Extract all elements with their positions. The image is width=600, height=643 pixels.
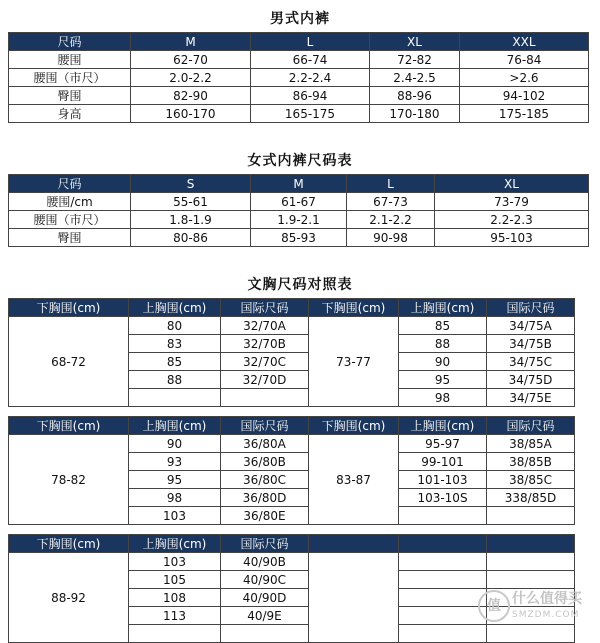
intl-size-value: 38/85A [487,435,575,453]
bra-size-block [8,416,575,525]
intl-size-value: 40/90B [221,553,309,571]
empty-cell [221,389,309,407]
column-header: 上胸围(cm) [129,299,221,317]
over-bust-value: 93 [129,453,221,471]
table-cell: 86-94 [251,87,370,105]
column-header-empty [399,535,487,553]
table-cell: 85-93 [251,229,347,247]
table-cell: >2.6 [460,69,589,87]
header-row [9,417,575,435]
table-row [9,229,589,247]
row-label: 腰围（市尺） [9,211,131,229]
under-bust-range: 73-77 [309,317,399,407]
column-header: M [251,175,347,193]
column-header: 上胸围(cm) [399,299,487,317]
table-cell: 2.2-2.4 [251,69,370,87]
column-header: 国际尺码 [221,535,309,553]
column-header: 下胸围(cm) [9,299,129,317]
intl-size-value: 36/80E [221,507,309,525]
under-bust-range: 78-82 [9,435,129,525]
empty-cell [399,625,487,643]
table-cell: 61-67 [251,193,347,211]
men-size-table [8,32,589,123]
column-header: 下胸围(cm) [9,535,129,553]
empty-cell [221,625,309,643]
over-bust-value: 83 [129,335,221,353]
over-bust-value: 101-103 [399,471,487,489]
table-row [9,87,589,105]
intl-size-value: 36/80A [221,435,309,453]
column-header: 国际尺码 [221,417,309,435]
empty-cell [487,625,575,643]
column-header: S [131,175,251,193]
table-cell: 2.0-2.2 [131,69,251,87]
row-label: 身高 [9,105,131,123]
column-header: 下胸围(cm) [309,299,399,317]
empty-cell [129,389,221,407]
watermark-text: 什么值得买 [512,591,582,607]
table-cell: 76-84 [460,51,589,69]
table-row [9,69,589,87]
women-size-table [8,174,589,247]
over-bust-value: 99-101 [399,453,487,471]
table-cell: 160-170 [131,105,251,123]
column-header: 国际尺码 [221,299,309,317]
table-cell: 72-82 [370,51,460,69]
over-bust-value: 95 [129,471,221,489]
women-table-title: 女式内裤尺码表 [247,153,353,169]
header-row [9,33,589,51]
column-header: XL [370,33,460,51]
column-header: XXL [460,33,589,51]
intl-size-value: 36/80B [221,453,309,471]
table-row [9,211,589,229]
column-header: XL [435,175,589,193]
table-cell: 88-96 [370,87,460,105]
over-bust-value: 85 [399,317,487,335]
table-cell: 73-79 [435,193,589,211]
header-row [9,535,575,553]
intl-size-value: 40/90D [221,589,309,607]
empty-cell [487,507,575,525]
over-bust-value: 98 [129,489,221,507]
intl-size-value: 38/85B [487,453,575,471]
intl-size-value: 32/70C [221,353,309,371]
empty-cell [399,507,487,525]
row-label: 臀围 [9,87,131,105]
over-bust-value: 103-10S [399,489,487,507]
over-bust-value: 103 [129,507,221,525]
empty-cell [399,571,487,589]
over-bust-value: 90 [129,435,221,453]
column-header: 上胸围(cm) [129,417,221,435]
smzdm-watermark [478,586,596,626]
column-header: 国际尺码 [487,299,575,317]
empty-cell [129,625,221,643]
under-bust-range: 68-72 [9,317,129,407]
column-header: 尺码 [9,175,131,193]
empty-cell [399,607,487,625]
column-header: L [251,33,370,51]
table-row [9,193,589,211]
intl-size-value: 34/75D [487,371,575,389]
intl-size-value: 40/9E [221,607,309,625]
intl-size-value: 34/75E [487,389,575,407]
table-cell: 95-103 [435,229,589,247]
table-cell: 1.8-1.9 [131,211,251,229]
column-header-empty [309,535,399,553]
row-label: 臀围 [9,229,131,247]
table-cell: 66-74 [251,51,370,69]
table-row [9,51,589,69]
empty-cell [399,589,487,607]
empty-cell [309,553,399,643]
column-header: 国际尺码 [487,417,575,435]
table-cell: 82-90 [131,87,251,105]
intl-size-value: 32/70A [221,317,309,335]
over-bust-value: 80 [129,317,221,335]
row-label: 腰围（市尺） [9,69,131,87]
empty-cell [399,553,487,571]
table-cell: 94-102 [460,87,589,105]
intl-size-value: 32/70D [221,371,309,389]
column-header: 尺码 [9,33,131,51]
table-cell: 67-73 [347,193,435,211]
table-cell: 1.9-2.1 [251,211,347,229]
table-row [9,553,575,571]
table-row [9,435,575,453]
intl-size-value: 34/75B [487,335,575,353]
table-row [9,105,589,123]
table-cell: 62-70 [131,51,251,69]
table-cell: 55-61 [131,193,251,211]
men-table-title: 男式内裤 [270,11,330,27]
under-bust-range: 83-87 [309,435,399,525]
table-cell: 2.1-2.2 [347,211,435,229]
column-header-empty [487,535,575,553]
watermark-logo-icon: 值 [478,590,510,622]
row-label: 腰围 [9,51,131,69]
table-cell: 90-98 [347,229,435,247]
header-row [9,299,575,317]
watermark-domain: SMZDM.COM [512,610,580,620]
bra-table-title: 文胸尺码对照表 [247,277,353,293]
over-bust-value: 108 [129,589,221,607]
over-bust-value: 98 [399,389,487,407]
table-row [9,317,575,335]
intl-size-value: 338/85D [487,489,575,507]
over-bust-value: 95-97 [399,435,487,453]
intl-size-value: 36/80D [221,489,309,507]
table-cell: 165-175 [251,105,370,123]
column-header: 下胸围(cm) [9,417,129,435]
over-bust-value: 90 [399,353,487,371]
header-row [9,175,589,193]
column-header: 上胸围(cm) [129,535,221,553]
column-header: 上胸围(cm) [399,417,487,435]
over-bust-value: 88 [129,371,221,389]
column-header: M [131,33,251,51]
column-header: 下胸围(cm) [309,417,399,435]
intl-size-value: 38/85C [487,471,575,489]
intl-size-value: 40/90C [221,571,309,589]
column-header: L [347,175,435,193]
over-bust-value: 85 [129,353,221,371]
table-cell: 175-185 [460,105,589,123]
over-bust-value: 88 [399,335,487,353]
under-bust-range: 88-92 [9,553,129,643]
table-cell: 80-86 [131,229,251,247]
empty-cell [487,553,575,571]
table-cell: 170-180 [370,105,460,123]
row-label: 腰围/cm [9,193,131,211]
over-bust-value: 113 [129,607,221,625]
intl-size-value: 32/70B [221,335,309,353]
over-bust-value: 95 [399,371,487,389]
intl-size-value: 34/75C [487,353,575,371]
table-cell: 2.4-2.5 [370,69,460,87]
intl-size-value: 36/80C [221,471,309,489]
over-bust-value: 103 [129,553,221,571]
bra-size-block [8,298,575,407]
over-bust-value: 105 [129,571,221,589]
table-cell: 2.2-2.3 [435,211,589,229]
intl-size-value: 34/75A [487,317,575,335]
